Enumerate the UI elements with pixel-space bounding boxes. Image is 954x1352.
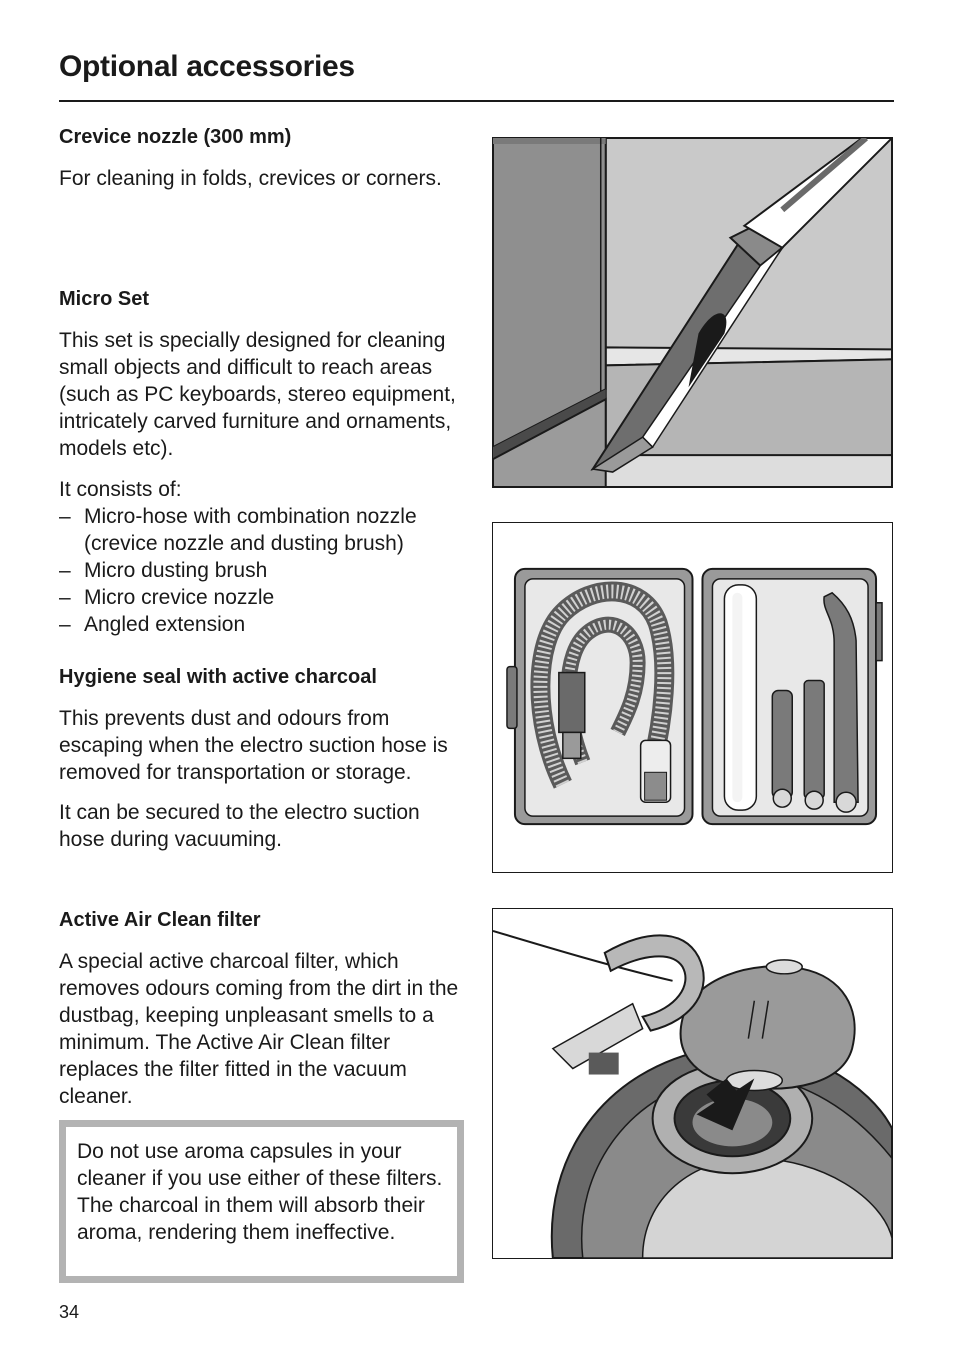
air-clean-section [59, 907, 469, 1110]
micro-set-section [59, 286, 469, 638]
list-item: – Angled extension [59, 611, 469, 638]
crevice-nozzle-illustration [492, 137, 893, 488]
warning-note-box [59, 1120, 464, 1283]
list-item: – Micro crevice nozzle [59, 584, 469, 611]
air-clean-text: A special active charcoal filter, which removes odours coming from the dirt in the dustbag, keeping unpleasant smells to a minimum. The Active Air Clean filter replaces the filter fitted in the vacuum cleaner. [59, 950, 459, 1108]
title-divider [59, 100, 894, 102]
micro-set-list [59, 503, 469, 638]
micro-set-intro: It consists of: [59, 478, 182, 501]
micro-set-drawing [493, 523, 892, 872]
crevice-nozzle-drawing [493, 138, 892, 487]
crevice-nozzle-section [59, 124, 469, 192]
crevice-nozzle-text: For cleaning in folds, crevices or corners. [59, 167, 442, 190]
crevice-nozzle-heading: Crevice nozzle (300 mm) [59, 126, 292, 148]
air-clean-heading: Active Air Clean filter [59, 909, 261, 931]
hygiene-seal-heading: Hygiene seal with active charcoal [59, 666, 377, 688]
air-clean-filter-illustration [492, 908, 893, 1259]
micro-set-text: This set is specially designed for cleaning small objects and difficult to reach areas (such as PC keyboards, stereo equipment, intricately carved furniture and ornaments, models etc). [59, 329, 456, 460]
page-number: 34 [59, 1302, 80, 1322]
list-item: – Micro-hose with combination nozzle (crevice nozzle and dusting brush) [59, 503, 469, 557]
micro-set-heading: Micro Set [59, 288, 150, 310]
hygiene-seal-section [59, 664, 469, 853]
hygiene-seal-text-2: It can be secured to the electro suction hose during vacuuming. [59, 801, 420, 851]
page-title: Optional accessories [59, 50, 355, 83]
micro-set-illustration [492, 522, 893, 873]
list-item: – Micro dusting brush [59, 557, 469, 584]
air-clean-filter-drawing [493, 909, 892, 1258]
hygiene-seal-text: This prevents dust and odours from escaping when the electro suction hose is removed for transportation or storage. [59, 707, 448, 784]
warning-note-text: Do not use aroma capsules in your cleaner if you use either of these filters. The charcoal in them will absorb their aroma, rendering them ineffective. [77, 1140, 443, 1244]
